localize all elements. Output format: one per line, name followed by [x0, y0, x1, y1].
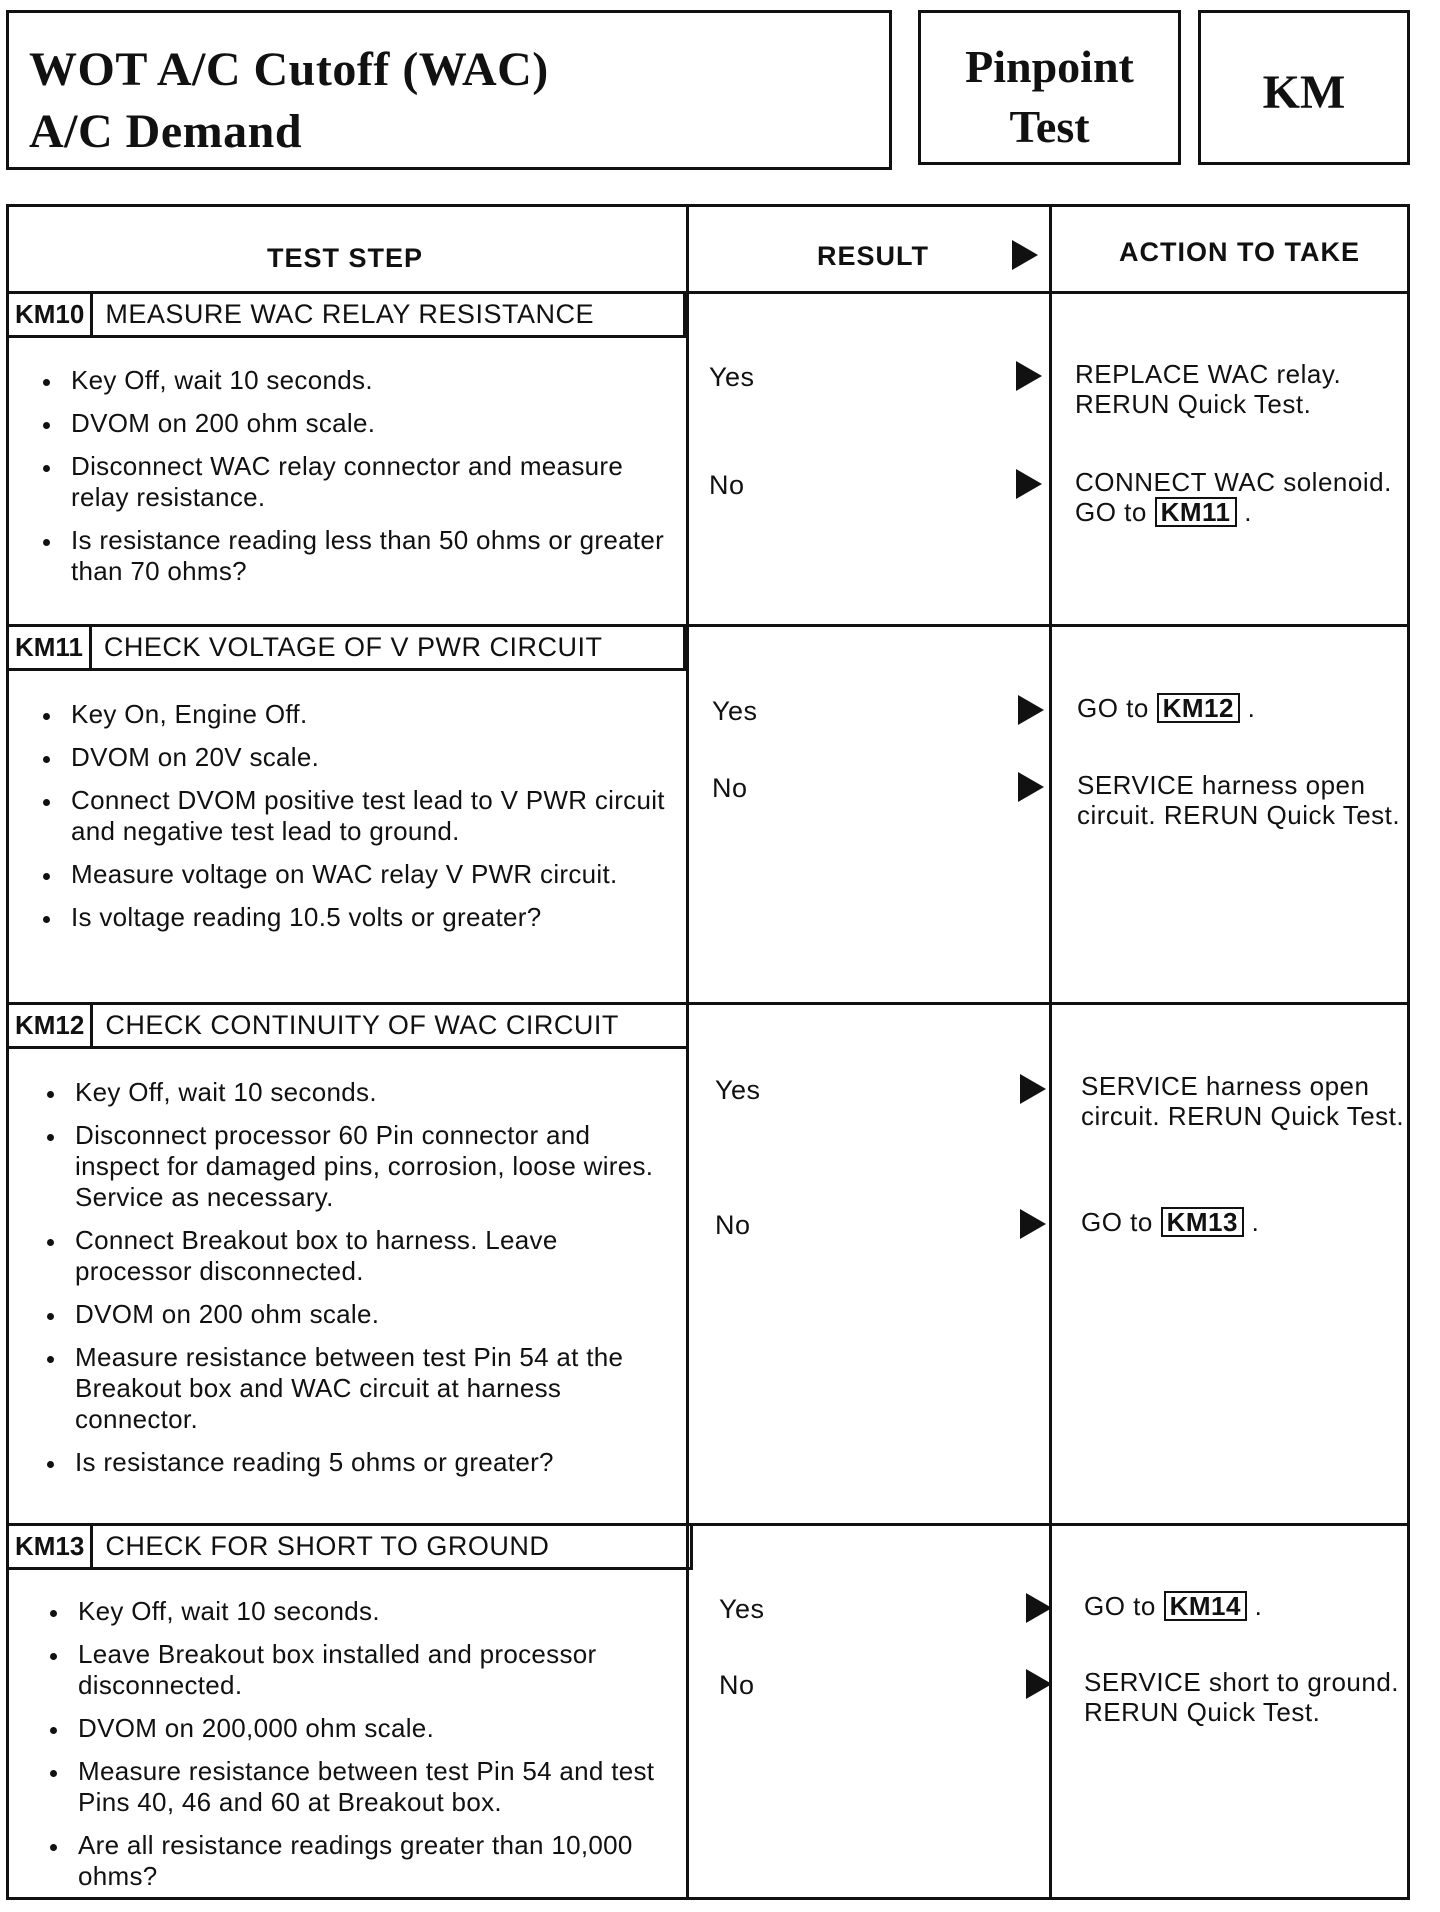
step-name: CHECK CONTINUITY OF WAC CIRCUIT	[105, 1010, 619, 1040]
column-divider	[686, 207, 689, 1897]
step-name: CHECK VOLTAGE OF V PWR CIRCUIT	[103, 632, 603, 662]
action-text-part: GO to	[1084, 1591, 1164, 1621]
header-arrow-icon	[1012, 240, 1038, 270]
action-text-part: GO to	[1081, 1207, 1161, 1237]
result-yes: Yes	[715, 1075, 761, 1105]
test-code: KM	[1262, 66, 1346, 119]
step-code: KM11	[9, 627, 92, 668]
result-no: No	[712, 773, 748, 803]
action-text	[1077, 770, 1407, 830]
result-no: No	[719, 1670, 755, 1700]
arrow-right-icon	[1020, 1074, 1046, 1104]
action-text	[1075, 359, 1405, 419]
list-item: Are all resistance readings greater than 10,000 ohms?	[42, 1830, 682, 1892]
step-code: KM13	[9, 1526, 93, 1567]
list-item: Measure voltage on WAC relay V PWR circuit.	[35, 859, 675, 890]
arrow-right-icon	[1026, 1669, 1052, 1699]
action-suffix: .	[1239, 693, 1256, 723]
arrow-right-icon	[1016, 361, 1042, 391]
arrow-right-icon	[1020, 1209, 1046, 1239]
list-item: Key Off, wait 10 seconds.	[35, 365, 675, 396]
step-reference-km11[interactable]: KM11	[1155, 497, 1237, 527]
header-result: RESULT	[817, 241, 929, 271]
step-name: CHECK FOR SHORT TO GROUND	[105, 1531, 550, 1561]
step-reference-km14[interactable]: KM14	[1164, 1591, 1247, 1621]
result-yes: Yes	[719, 1594, 765, 1624]
step-reference-km12[interactable]: KM12	[1157, 693, 1240, 723]
list-item: Measure resistance between test Pin 54 at the Breakout box and WAC circuit at harness connector.	[39, 1342, 679, 1435]
result-no: No	[709, 470, 745, 500]
list-item: Disconnect processor 60 Pin connector and inspect for damaged pins, corrosion, loose wires. Service as necessary.	[39, 1120, 679, 1213]
list-item: Connect Breakout box to harness. Leave processor disconnected.	[39, 1225, 679, 1287]
action-text-part: CONNECT WAC solenoid. GO to	[1075, 467, 1392, 527]
list-item: Is resistance reading less than 50 ohms or greater than 70 ohms?	[35, 525, 675, 587]
arrow-right-icon	[1018, 695, 1044, 725]
list-item: Key Off, wait 10 seconds.	[39, 1077, 679, 1108]
pinpoint-label: Pinpoint	[965, 41, 1134, 92]
action-suffix: .	[1243, 1207, 1260, 1237]
step-bullets-km12	[39, 1077, 679, 1490]
list-item: DVOM on 20V scale.	[35, 742, 675, 773]
step-name: MEASURE WAC RELAY RESISTANCE	[105, 299, 594, 329]
action-text	[1081, 1207, 1411, 1237]
header-test-step: TEST STEP	[267, 243, 424, 273]
test-label: Test	[1009, 101, 1090, 152]
step-label-km12	[9, 1005, 689, 1049]
list-item: Connect DVOM positive test lead to V PWR circuit and negative test lead to ground.	[35, 785, 675, 847]
step-label-km10	[9, 294, 686, 338]
result-no: No	[715, 1210, 751, 1240]
action-text	[1075, 467, 1405, 527]
action-suffix: .	[1236, 497, 1252, 527]
pinpoint-test-box	[918, 10, 1181, 165]
title-line-1: WOT A/C Cutoff (WAC)	[29, 43, 549, 96]
action-text-part: SERVICE short to ground. RERUN Quick Test.	[1084, 1667, 1400, 1727]
action-text-part: GO to	[1077, 693, 1157, 723]
page-title	[29, 39, 549, 163]
step-label-km13	[9, 1526, 693, 1570]
arrow-right-icon	[1016, 469, 1042, 499]
result-yes: Yes	[712, 696, 758, 726]
action-text-part: REPLACE WAC relay. RERUN Quick Test.	[1075, 359, 1342, 419]
title-box	[6, 10, 892, 170]
test-code-box	[1198, 10, 1410, 165]
step-bullets-km11	[35, 699, 675, 945]
action-text	[1084, 1591, 1414, 1621]
list-item: Key On, Engine Off.	[35, 699, 675, 730]
action-suffix: .	[1246, 1591, 1263, 1621]
list-item: Leave Breakout box installed and processor disconnected.	[42, 1639, 682, 1701]
list-item: Is voltage reading 10.5 volts or greater?	[35, 902, 675, 933]
step-reference-km13[interactable]: KM13	[1161, 1207, 1244, 1237]
column-divider	[1049, 207, 1052, 1897]
arrow-right-icon	[1018, 772, 1044, 802]
pinpoint-test-table	[6, 204, 1410, 1900]
arrow-right-icon	[1026, 1593, 1052, 1623]
step-code: KM12	[9, 1005, 93, 1046]
list-item: Is resistance reading 5 ohms or greater?	[39, 1447, 679, 1478]
list-item: DVOM on 200 ohm scale.	[39, 1299, 679, 1330]
action-text-part: SERVICE harness open circuit. RERUN Quick Test.	[1077, 770, 1401, 830]
action-text	[1077, 693, 1407, 723]
list-item: Disconnect WAC relay connector and measure relay resistance.	[35, 451, 675, 513]
title-line-2: A/C Demand	[29, 105, 303, 158]
list-item: Measure resistance between test Pin 54 and test Pins 40, 46 and 60 at Breakout box.	[42, 1756, 682, 1818]
step-bullets-km13	[42, 1596, 682, 1904]
step-bullets-km10	[35, 365, 675, 599]
header-action: ACTION TO TAKE	[1119, 237, 1360, 267]
step-code: KM10	[9, 294, 93, 335]
action-text-part: SERVICE harness open circuit. RERUN Quick Test.	[1081, 1071, 1405, 1131]
result-yes: Yes	[709, 362, 755, 392]
action-text	[1084, 1667, 1414, 1727]
list-item: DVOM on 200 ohm scale.	[35, 408, 675, 439]
list-item: Key Off, wait 10 seconds.	[42, 1596, 682, 1627]
step-label-km11	[9, 627, 686, 671]
action-text	[1081, 1071, 1411, 1131]
list-item: DVOM on 200,000 ohm scale.	[42, 1713, 682, 1744]
